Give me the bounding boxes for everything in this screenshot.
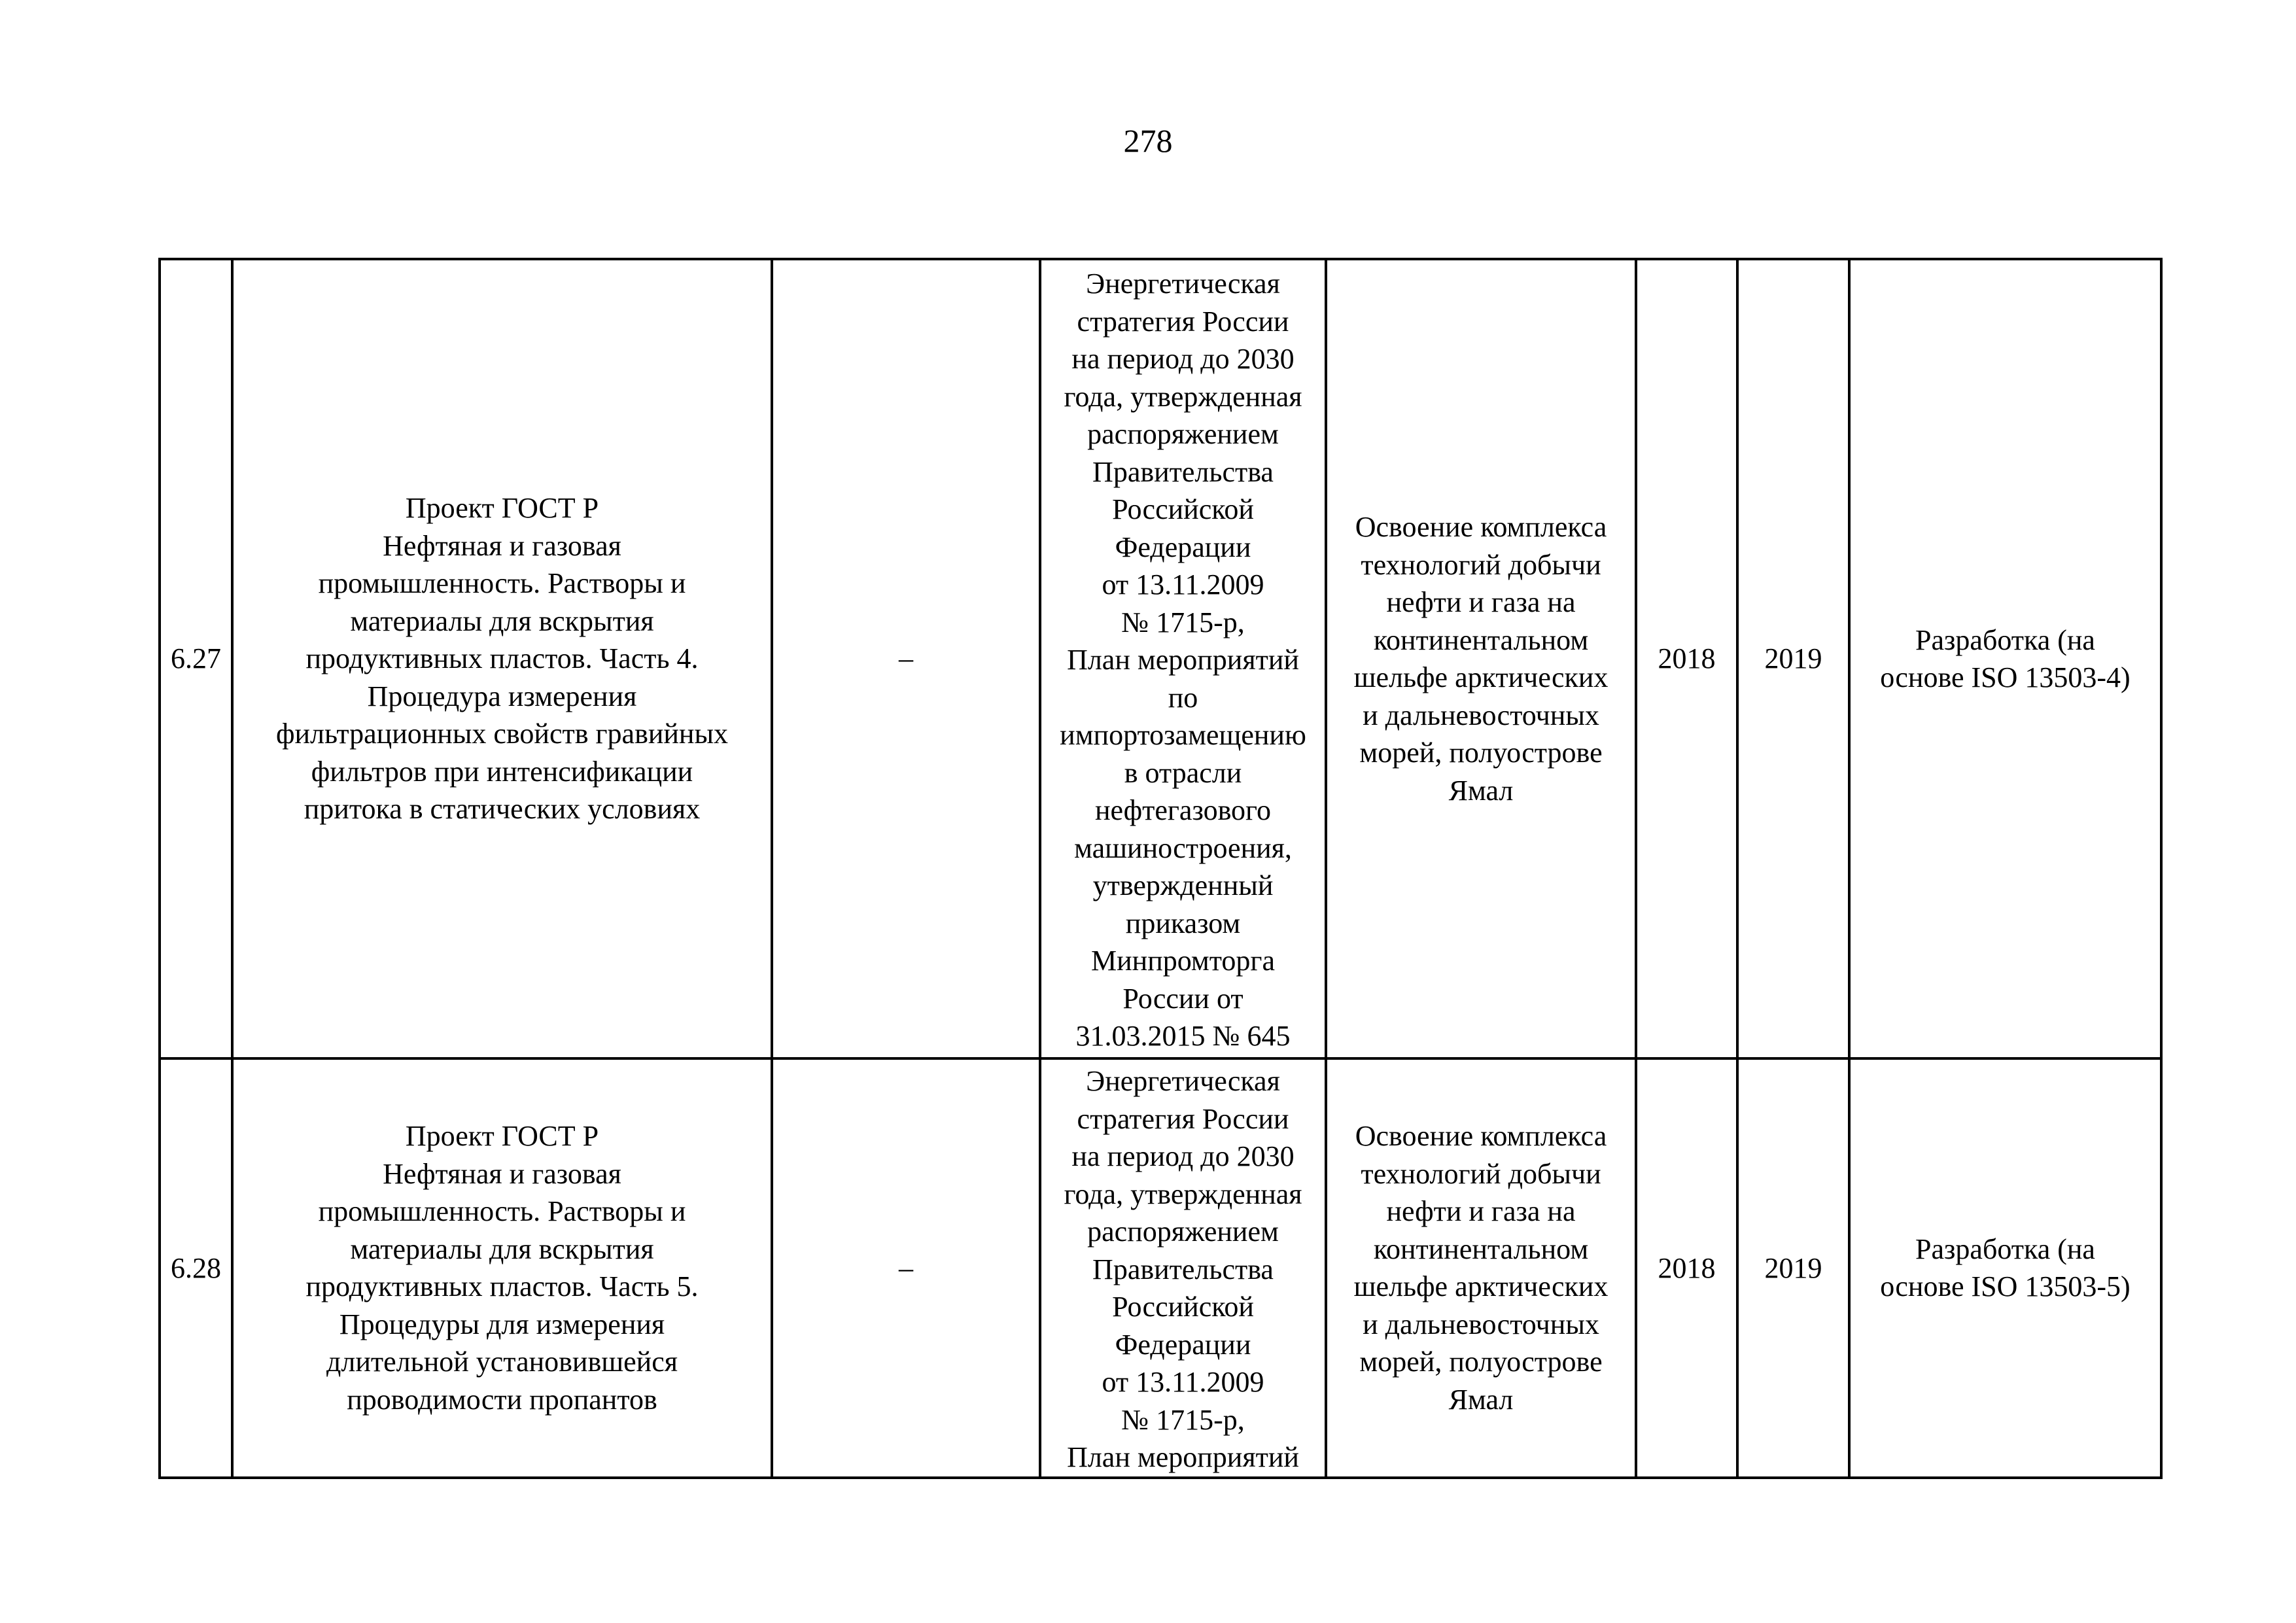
basis-line: от 13.11.2009 bbox=[1102, 1366, 1264, 1398]
basis-document bbox=[1040, 1058, 1326, 1478]
title-line: материалы для вскрытия bbox=[350, 604, 654, 637]
basis-line: № 1715-р, bbox=[1121, 1403, 1245, 1436]
basis-line: Энергетическая bbox=[1086, 1065, 1280, 1097]
direction-line: шельфе арктических bbox=[1353, 1270, 1609, 1303]
note-line: Разработка (на bbox=[1915, 623, 2095, 656]
basis-line: Российской bbox=[1112, 1291, 1254, 1323]
note-line: Разработка (на bbox=[1915, 1232, 2095, 1265]
title-line: продуктивных пластов. Часть 4. bbox=[305, 642, 699, 675]
title-line: промышленность. Растворы и bbox=[318, 1195, 686, 1228]
direction-line: шельфе арктических bbox=[1353, 661, 1609, 693]
direction-line: континентальном bbox=[1373, 623, 1589, 656]
direction bbox=[1326, 259, 1636, 1058]
direction-line: Ямал bbox=[1448, 1383, 1514, 1416]
title-line: Проект ГОСТ Р bbox=[405, 492, 599, 525]
basis-line: от 13.11.2009 bbox=[1102, 568, 1264, 601]
row-number: 6.28 bbox=[160, 1058, 232, 1478]
basis-line: России от bbox=[1122, 982, 1244, 1015]
work-type bbox=[1849, 259, 2161, 1058]
basis-line: импортозамещению bbox=[1060, 719, 1306, 752]
basis-line: Энергетическая bbox=[1086, 268, 1280, 300]
basis-line: распоряжением bbox=[1087, 1215, 1279, 1248]
title-line: продуктивных пластов. Часть 5. bbox=[305, 1270, 699, 1303]
basis-line: Минпромторга bbox=[1091, 945, 1275, 977]
basis-line: машиностроения, bbox=[1074, 831, 1292, 864]
basis-line: Правительства bbox=[1092, 1253, 1274, 1285]
basis-line: № 1715-р, bbox=[1121, 606, 1245, 638]
direction-line: нефти и газа на bbox=[1386, 1195, 1576, 1228]
basis-line: нефтегазового bbox=[1094, 794, 1271, 827]
basis-line: распоряжением bbox=[1087, 418, 1279, 451]
start-year: 2018 bbox=[1636, 259, 1737, 1058]
direction bbox=[1326, 1058, 1636, 1478]
basis-line: в отрасли bbox=[1124, 756, 1242, 789]
title-line: фильтров при интенсификации bbox=[311, 755, 693, 788]
basis-line: Российской bbox=[1112, 493, 1254, 526]
basis-line: на период до 2030 bbox=[1071, 343, 1295, 375]
direction-line: технологий добычи bbox=[1361, 1157, 1601, 1190]
direction-line: нефти и газа на bbox=[1386, 586, 1576, 618]
row-number: 6.27 bbox=[160, 259, 232, 1058]
basis-line: Федерации bbox=[1115, 1328, 1251, 1361]
direction-line: и дальневосточных bbox=[1363, 699, 1599, 731]
title-line: промышленность. Растворы и bbox=[318, 567, 686, 600]
start-year: 2018 bbox=[1636, 1058, 1737, 1478]
standard-title bbox=[232, 259, 772, 1058]
end-year: 2019 bbox=[1737, 259, 1849, 1058]
basis-line: Правительства bbox=[1092, 455, 1274, 488]
basis-line: приказом bbox=[1125, 907, 1241, 939]
basis-line: Федерации bbox=[1115, 531, 1251, 563]
end-year: 2019 bbox=[1737, 1058, 1849, 1478]
direction-line: Ямал bbox=[1448, 774, 1514, 807]
standards-plan-table bbox=[158, 258, 2163, 1479]
basis-line: 31.03.2015 № 645 bbox=[1075, 1020, 1291, 1053]
standard-title bbox=[232, 1058, 772, 1478]
direction-line: Освоение комплекса bbox=[1355, 1120, 1607, 1153]
empty-dash-cell: – bbox=[772, 259, 1040, 1058]
basis-line: на период до 2030 bbox=[1071, 1140, 1295, 1172]
note-line: основе ISO 13503-4) bbox=[1880, 661, 2131, 693]
title-line: Проект ГОСТ Р bbox=[405, 1120, 599, 1153]
basis-line: План мероприятий bbox=[1067, 644, 1299, 676]
basis-line: года, утвержденная bbox=[1064, 1178, 1302, 1210]
table-row bbox=[160, 259, 2161, 1058]
empty-dash-cell: – bbox=[772, 1058, 1040, 1478]
title-line: Процедуры для измерения bbox=[339, 1308, 665, 1340]
basis-document bbox=[1040, 259, 1326, 1058]
title-line: притока в статических условиях bbox=[304, 793, 701, 826]
title-line: Процедура измерения bbox=[367, 680, 637, 712]
title-line: Нефтяная и газовая bbox=[383, 1157, 621, 1190]
direction-line: технологий добычи bbox=[1361, 548, 1601, 581]
basis-line: года, утвержденная bbox=[1064, 380, 1302, 413]
title-line: длительной установившейся bbox=[326, 1346, 678, 1378]
title-line: проводимости пропантов bbox=[347, 1383, 657, 1416]
title-line: Нефтяная и газовая bbox=[383, 529, 621, 562]
basis-line: стратегия России bbox=[1077, 305, 1289, 338]
direction-line: морей, полуострове bbox=[1359, 1346, 1603, 1378]
table-row bbox=[160, 1058, 2161, 1478]
direction-line: и дальневосточных bbox=[1363, 1308, 1599, 1340]
work-type bbox=[1849, 1058, 2161, 1478]
title-line: фильтрационных свойств гравийных bbox=[275, 718, 729, 750]
page-number: 278 bbox=[1123, 122, 1173, 159]
note-line: основе ISO 13503-5) bbox=[1880, 1270, 2131, 1303]
direction-line: Освоение комплекса bbox=[1355, 511, 1607, 543]
basis-line: утвержденный bbox=[1092, 869, 1274, 902]
basis-line: План мероприятий bbox=[1067, 1441, 1299, 1473]
basis-line: по bbox=[1168, 681, 1198, 714]
title-line: материалы для вскрытия bbox=[350, 1232, 654, 1265]
direction-line: континентальном bbox=[1373, 1232, 1589, 1265]
basis-line: стратегия России bbox=[1077, 1102, 1289, 1135]
direction-line: морей, полуострове bbox=[1359, 737, 1603, 769]
